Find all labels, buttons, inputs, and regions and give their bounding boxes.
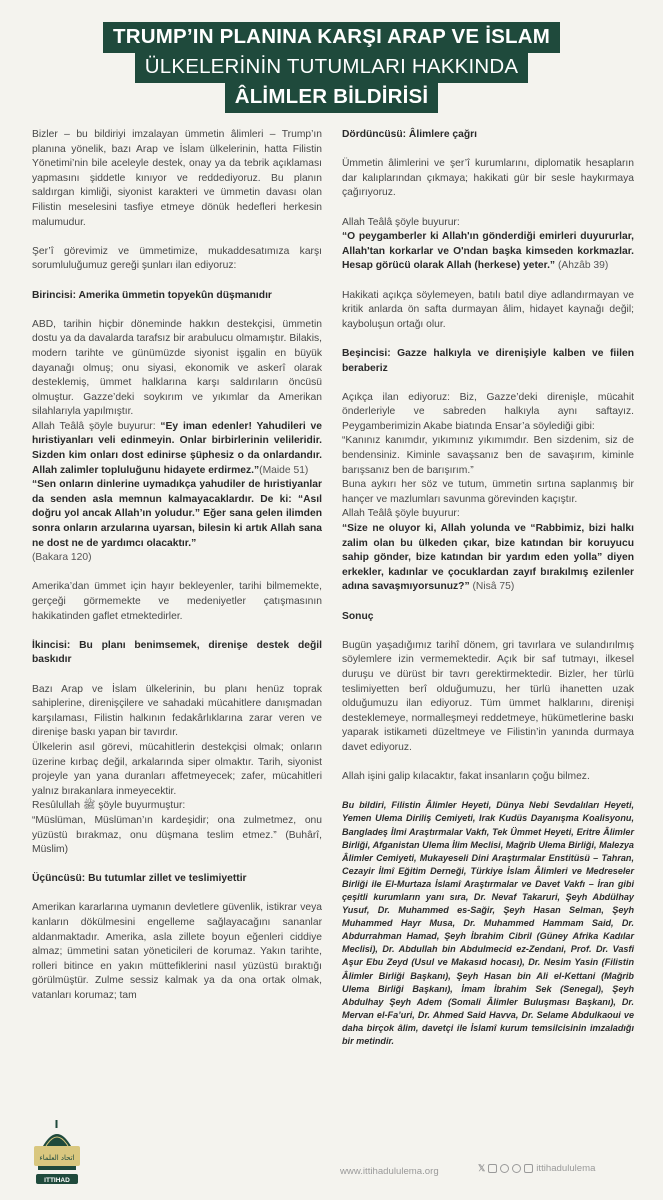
title-line-1: TRUMP’IN PLANINA KARŞI ARAP VE İSLAM bbox=[103, 22, 560, 53]
verse-quote: “O peygamberler ki Allah'ın gönderdiği emirleri duyururlar, Allah'tan korkarlar ve O'ndan başka kimseden korkmazlar. Hesap görücü olarak Allah (herkese) yeter.” bbox=[342, 231, 634, 272]
conclusion-closing: Allah işini galip kılacaktır, fakat insanların çoğu bilmez. bbox=[342, 771, 590, 783]
verse-source: (Bakara 120) bbox=[32, 552, 92, 564]
instagram-icon[interactable] bbox=[488, 1164, 497, 1173]
section-heading-third: Üçüncüsü: Bu tutumlar zillet ve teslimiyettir bbox=[32, 873, 247, 885]
fifth-quote: “Kanınız kanımdır, yıkımınız yıkımımdır. Ben sizdenim, siz de bendensiniz. Kiminle savaşsanız ben de savaşırım, kiminle barışsanız ben de barışırım.” bbox=[342, 435, 634, 476]
youtube-icon[interactable] bbox=[524, 1164, 533, 1173]
title-line-2: ÜLKELERİNİN TUTUMLARI HAKKINDA bbox=[135, 52, 529, 83]
section-heading-second: İkincisi: Bu planı benimsemek, direnişe destek değil baskıdır bbox=[32, 639, 322, 666]
verse-block-1 bbox=[32, 420, 322, 478]
hadith-intro: Resûlullah ﷺ şöyle buyurmuştur: bbox=[32, 800, 186, 812]
section-heading-first: Birincisi: Amerika ümmetin topyekûn düşmanıdır bbox=[32, 289, 272, 301]
verse-block-2 bbox=[32, 478, 322, 566]
fourth-paragraph-b: Hakikati açıkça söylemeyen, batılı batıl diye adlandırmayan ve kritik anlarda ön safta durmayan âlim, hidayet kaynağı değil; kayboluşun ortağı olur. bbox=[342, 289, 634, 330]
organization-logo bbox=[26, 1118, 88, 1188]
signatories-paragraph: Bu bildiri, Filistin Âlimler Heyeti, Dünya Nebi Sevdalıları Heyeti, Yemen Ulema Diriliş Cemiyeti, Irak Kudüs Dayanışma Koalisyonu, Bangladeş İlmi Araştırmalar Vakfı, Tek Ümmet Heyeti, Eritre Âlimler Birliği, Afganistan Ulema İlim Meclisi, Mağrib Ulema Birliği, Malezya Âlimler Cemiyeti, Mukayeseli Dini Araştırmalar Enstitüsü – Tahran, Cezayir İlmî Eğitim Derneği, Türkiye İslam Âlimleri ve Medreseler Birliği ile El-Murtaza İslamî Araştırmalar ve Davet Vakfı – İran gibi çeşitli kurumların yanı sıra, Dr. Nevaf Takaruri, Şeyh Abdülhay Yusuf, Dr. Muhammed es-Sağir, Şeyh Hasan Selman, Şeyh Muhammed Hayr Musa, Dr. Muhammed Hammam Said, Dr. Abdurrahman Hamad, Şeyh İbrahim Cibril (Güney Afrika Kadılar Meclisi), Dr. Abdullah bin Abdulmecid ez-Zendani, Prof. Dr. Vasfi Aşur Ebu Zeyd (Usul ve Makasıd hocası), Dr. Nesim Yasin (Filistin Âlimler Birliği Başkanı), Şeyh Hasan bin Ali el-Kettani (Mağrib Ulema Birliği Başkanı), İmam İbrahim Sek (Senegal), Şeyh Abdulhay Şeyh Adem (Somali Âlimler Buluşması Başkanı), Dr. Mervan el-Fa’uri, Dr. Ahmed Said Havva, Dr. Selame Abdulkaoui ve daha birçok âlim, davetçi ile İslamî kurum temsilcisinin imzaladığı bir metindir. bbox=[342, 800, 634, 1046]
second-paragraph-b: Ülkelerin asıl görevi, mücahitlerin destekçisi olmak; onların üzerine kırbaç değil, arkalarında siper olmaktır. Tarih, siyonist projeyle yan yana duranları affetmeyecek; zafer, mücahitleri yalnız bırakanlara inmeyecektir. bbox=[32, 741, 322, 797]
verse-intro: Allah Teâlâ şöyle buyurur: bbox=[342, 216, 460, 228]
verse-source: (Nisâ 75) bbox=[469, 581, 515, 593]
first-conclusion-paragraph: Amerika’dan ümmet için hayır bekleyenler, tarihi bilmemekte, gerçeği görmemekte ve medeniyetler çatışmasının hakikatinden gaflet etmektedirler. bbox=[32, 581, 322, 622]
logo-emblem-icon bbox=[26, 1118, 88, 1188]
verse-quote: “Sen onların dinlerine uymadıkça yahudiler de hıristiyanlar da senden asla memnun kalmayacaklardır. De ki: “Asıl doğru yol ancak Allah’ın yoludur.” Eğer sana gelen ilimden sonra onların arzularına uyarsan, bilesin ki artık Allah sana ne dost ne de yardımcı olacaktır.” bbox=[32, 479, 322, 549]
social-handle[interactable]: ittihadululema bbox=[536, 1163, 596, 1174]
section-heading-conclusion: Sonuç bbox=[342, 610, 374, 622]
hadith-quote: “Müslüman, Müslüman’ın kardeşidir; ona zulmetmez, onu yüzüstü bırakmaz, onu düşmana teslim etmez.” (Buhârî, Müslim) bbox=[32, 814, 322, 856]
verse-block-4 bbox=[342, 522, 634, 595]
social-links bbox=[478, 1163, 595, 1174]
title-line-3: ÂLİMLER BİLDİRİSİ bbox=[225, 82, 439, 113]
second-paragraph: Bazı Arap ve İslam ülkelerinin, bu planı henüz toprak sahiplerine, direnişçilere ve sahadaki mücahitlere danışmadan karşılaması, Filistin halkının fedakârlıklarına zarar veren ve direnişe baskı yapan bir tavırdır. bbox=[32, 683, 322, 739]
facebook-icon[interactable] bbox=[500, 1164, 509, 1173]
fifth-paragraph-b: Buna aykırı her söz ve tutum, ümmetin sırtına saplanmış bir hançer ve mazlumları savunma görevinden kaçıştır. bbox=[342, 479, 634, 505]
left-column bbox=[32, 128, 322, 1018]
telegram-icon[interactable] bbox=[512, 1164, 521, 1173]
section-heading-fourth: Dördüncüsü: Âlimlere çağrı bbox=[342, 129, 478, 140]
verse-source: (Ahzâb 39) bbox=[555, 260, 609, 272]
duty-paragraph: Şer’î görevimiz ve ümmetimize, mukaddesatımıza karşı sorumluluğumuz gereği şunları ilan ediyoruz: bbox=[32, 245, 322, 272]
verse-quote: “Size ne oluyor ki, Allah yolunda ve “Rabbimiz, bizi halkı zalim olan bu ülkeden çıkar, bize katından bir koruyucu sahip gönder, bize katından bir yardım eden yolla” diyen erkekler, kadınlar ve çocuklardan zayıf bırakılmış ezilenler adına savaşmıyorsunuz?” bbox=[342, 523, 634, 593]
fifth-paragraph: Açıkça ilan ediyoruz: Biz, Gazze’deki direnişle, mücahit önderleriyle ve sabreden halkıyla aynı saftayız. Peygamberimizin Akabe biatında Ensar’a söylediği gibi: bbox=[342, 391, 634, 432]
logo-text: اتحاد العلماء bbox=[39, 1154, 75, 1162]
website-link[interactable]: www.ittihadululema.org bbox=[340, 1166, 439, 1177]
verse-intro: Allah Teâlâ şöyle buyurur: bbox=[32, 420, 161, 432]
verse-block-3 bbox=[342, 230, 634, 274]
first-paragraph: ABD, tarihin hiçbir döneminde hakkın destekçisi, ümmetin dostu ya da davalarda tarafsız bir arabulucu olmamıştır. Bilakis, modern tarihte ve günümüzde siyonist işgalin en büyük dayanağı olmuş; onu siyasi, ekonomik ve askerî olarak desteklemiş, ümmet halklarına karşı saldırıların öncüsü olmuştur. Gazze’deki soykırım ve yıkımlar da Amerikan silahlarıyla yapılmıştır. bbox=[32, 318, 322, 418]
right-column bbox=[342, 128, 634, 1063]
third-paragraph: Amerikan kararlarına uymanın devletlere güvenlik, istikrar veya kanların dökülmesini engelleme sağlayacağını sananlar aldanmaktadır. Amerika, asla zillete boyun eğenleri ciddiye almaz; ümmetini satan yöneticileri de korumaz. Yakın tarihte, rolleri bitince en yakın müttefiklerini nasıl yüzüstü bıraktığı görülmüştür. Zulme sessiz kalmak ya da ona ortak olmak, vatanları korumaz; tam bbox=[32, 902, 322, 1002]
intro-paragraph: Bizler – bu bildiriyi imzalayan ümmetin âlimleri – Trump’ın planına yönelik, bazı Arap ve İslam ülkelerinin, hatta Filistin Yönetimi’nin bile aceleyle destek, onay ya da tebrik açıklaması yapmasını şiddetle kınıyor ve reddediyoruz. Bu planın saldırgan kimliği, siyonist karakteri ve ümmetin davası olan Filistin meselesini tasfiye etmeye dönük hedefleri herkesin malumudur. bbox=[32, 129, 322, 228]
logo-caption: ITTIHAD bbox=[44, 1177, 70, 1184]
fourth-paragraph: Ümmetin âlimlerini ve şer’î kurumlarını, diplomatik hesapların dar kalıplarından çıkmaya; hakikati gür bir sesle haykırmaya çağırıyoruz. bbox=[342, 158, 634, 199]
section-heading-fifth: Beşincisi: Gazze halkıyla ve direnişiyle kalben ve fiilen beraberiz bbox=[342, 347, 634, 374]
x-icon[interactable]: 𝕏 bbox=[478, 1163, 486, 1173]
verse-intro: Allah Teâlâ şöyle buyurur: bbox=[342, 508, 460, 520]
verse-source: (Maide 51) bbox=[259, 464, 309, 476]
verse-quote: “Ey iman edenler! Yahudileri ve hıristiyanları veli edinmeyin. Onlar birbirlerinin velileridir. Sizden kim onları dost edinirse şüphesiz o da onlardandır. Allah zalimler topluluğunu hidayete erdirmez.” bbox=[32, 420, 322, 476]
conclusion-paragraph: Bugün yaşadığımız tarihî dönem, gri tavırlara ve sulandırılmış söylemlere izin vermemektedir. Açık bir saf tutmayı, ilkesel duruşu ve dürüst bir tavrı gerektirmektedir. Bizler, her türlü teslimiyetten berî olduğumuzu, her türlü ihanetten uzak olduğumuzu ilan ediyoruz. Tüm ümmet halklarını, direnişi desteklemeye, normalleşmeyi reddetmeye, hükümetlerine baskı yaparak istikameti düzeltmeye ve Filistin’in yanında durmaya davet ediyoruz. bbox=[342, 639, 634, 753]
title-block bbox=[0, 22, 663, 112]
